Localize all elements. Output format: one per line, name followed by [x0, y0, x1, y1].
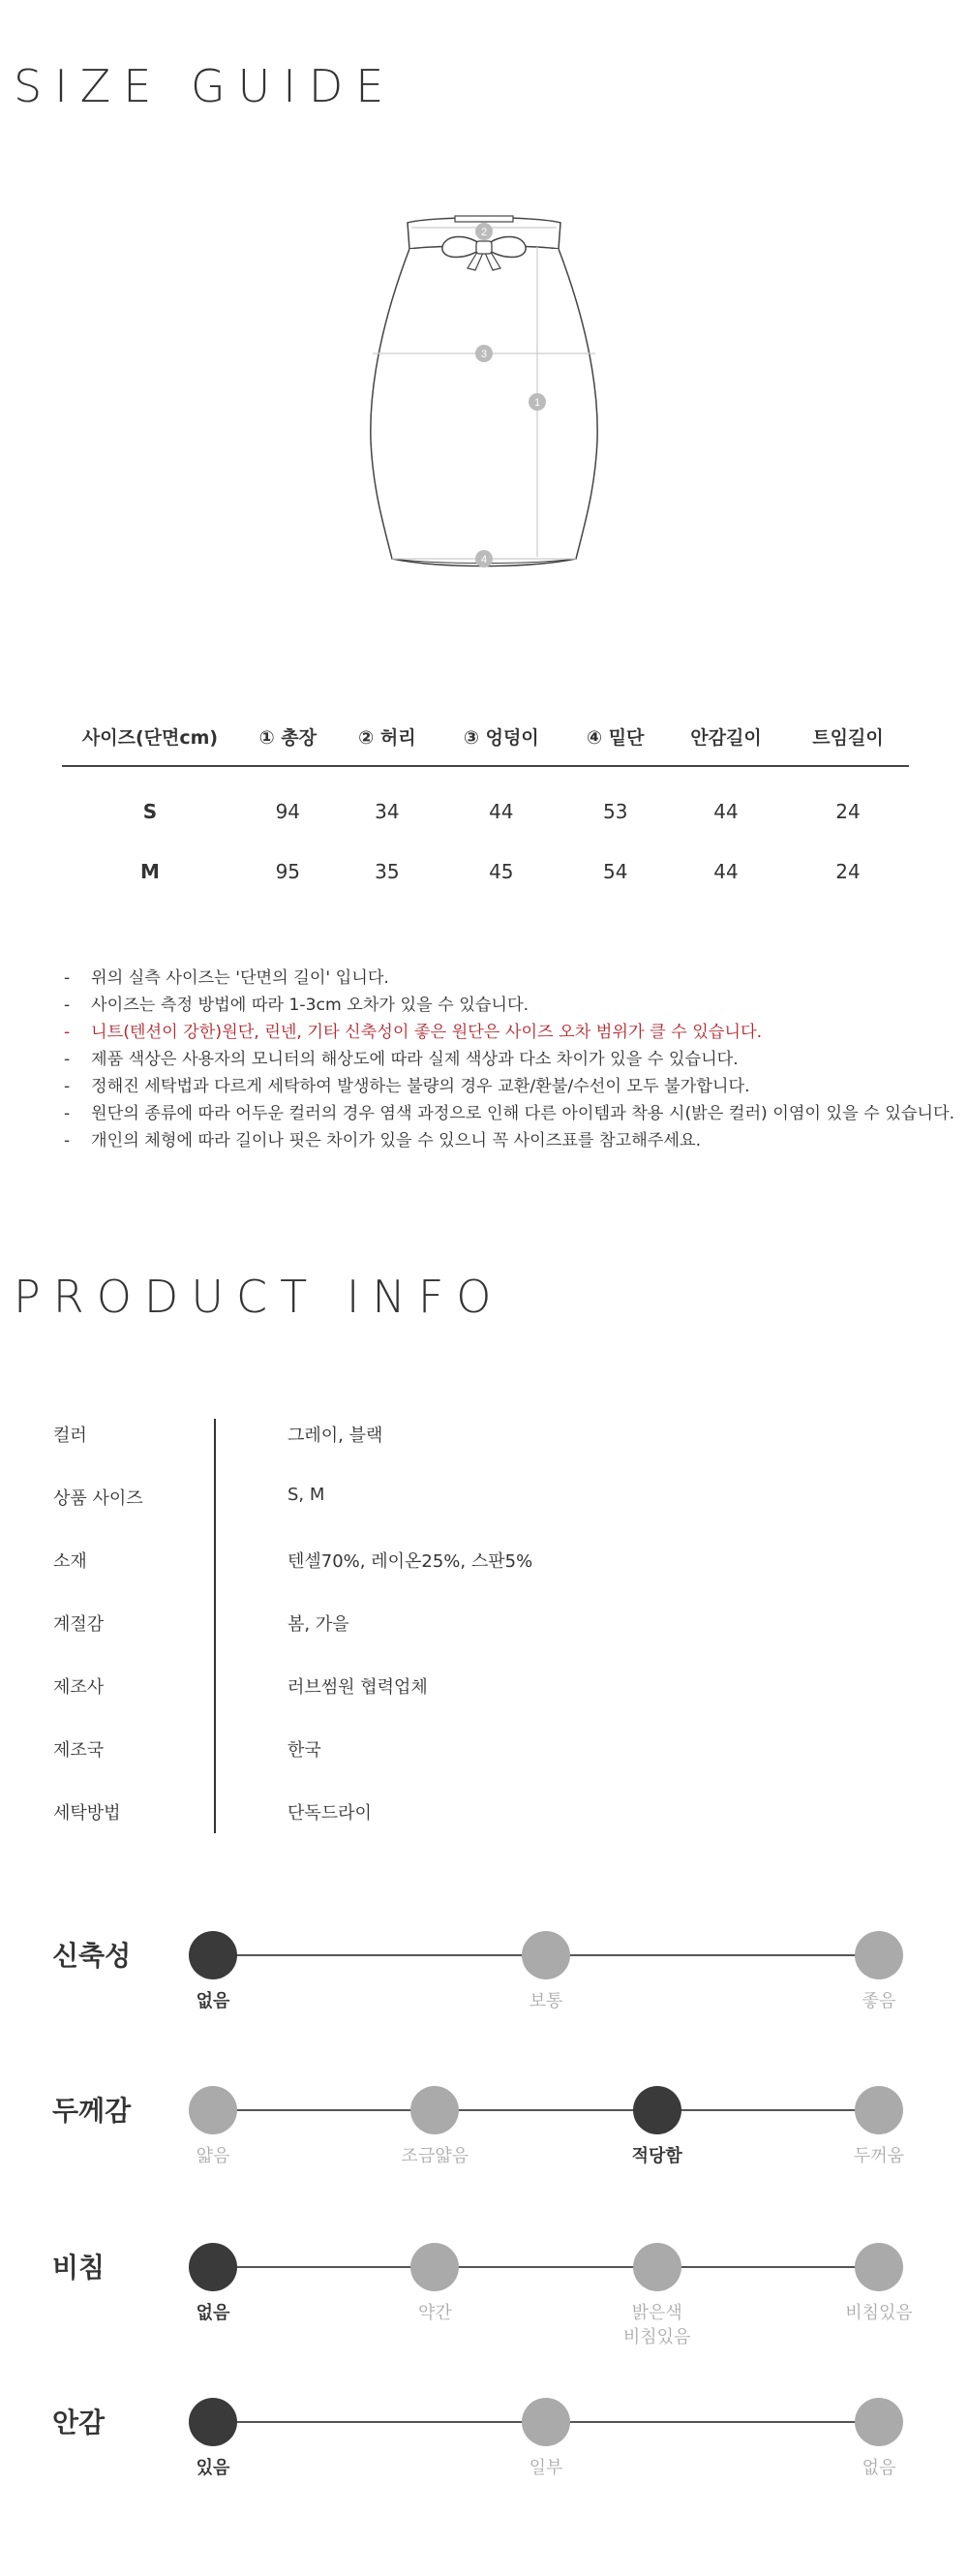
scale-dot-selected	[189, 1931, 237, 1979]
table-cell: 95	[275, 860, 301, 883]
scale-option-label: 없음	[862, 2458, 896, 2478]
table-cell: M	[140, 860, 160, 883]
table-cell: 44	[713, 800, 739, 823]
scale-option-label: 일부	[529, 2458, 563, 2478]
scale-dot-selected	[633, 2086, 681, 2134]
table-cell: 44	[489, 800, 514, 823]
info-value: 그레이, 블랙	[287, 1426, 383, 1446]
scale-option-label: 두꺼움	[853, 2146, 905, 2166]
scale-label: 두께감	[52, 2095, 132, 2127]
scale-dot	[633, 2243, 681, 2291]
scale-option-label: 있음	[196, 2458, 230, 2478]
note-item: - 위의 실측 사이즈는 '단면의 길이' 입니다.	[64, 968, 389, 988]
info-value: S, M	[287, 1485, 325, 1505]
scale-dot	[855, 2398, 903, 2446]
info-value: 단독드라이	[287, 1803, 372, 1824]
note-item-highlight: - 니트(텐션이 강한)원단, 린넨, 기타 신축성이 좋은 원단은 사이즈 오차 범위가 클 수 있습니다.	[64, 1023, 763, 1042]
scale-option-label: 좋음	[862, 1991, 896, 2011]
size-notes	[64, 965, 955, 1154]
size-table-header	[62, 707, 909, 766]
marker-1-label: 1	[533, 397, 541, 409]
scale-dot	[855, 2243, 903, 2291]
skirt-illustration	[363, 208, 605, 576]
table-cell: 54	[602, 860, 628, 883]
marker-2-label: 2	[480, 227, 488, 238]
scale-option-label: 약간	[417, 2303, 452, 2323]
scale-track	[213, 2266, 879, 2268]
scale-option-label: 조금얇음	[401, 2146, 469, 2166]
scale-label: 신축성	[52, 1940, 132, 1972]
table-cell: 44	[713, 860, 739, 883]
scale-option-label: 없음	[196, 2303, 230, 2323]
scale-option-label: 밝은색 비침있음	[622, 2303, 691, 2347]
note-item: - 개인의 체형에 따라 길이나 핏은 차이가 있을 수 있으니 꼭 사이즈표를 참고해주세요.	[64, 1131, 702, 1150]
scale-dot	[855, 2086, 903, 2134]
header-hem: ④ 밑단	[565, 707, 665, 766]
info-key: 제조국	[53, 1740, 105, 1761]
scale-option-label: 적당함	[631, 2146, 682, 2166]
info-key: 컬러	[53, 1426, 87, 1446]
table-cell: 94	[275, 800, 301, 823]
scale-dot-selected	[189, 2398, 237, 2446]
header-size: 사이즈(단면cm)	[62, 707, 238, 766]
scale-dot	[189, 2086, 237, 2134]
note-item: - 정해진 세탁법과 다르게 세탁하여 발생하는 불량의 경우 교환/환불/수선이 모두 불가합니다.	[64, 1077, 750, 1096]
info-value: 러브썸원 협력업체	[287, 1677, 428, 1698]
info-key: 세탁방법	[53, 1803, 121, 1824]
table-row	[62, 842, 909, 902]
info-key: 제조사	[53, 1677, 105, 1698]
header-hip: ③ 엉덩이	[437, 707, 565, 766]
table-cell: 24	[835, 800, 861, 823]
marker-3-label: 3	[480, 349, 488, 360]
table-cell: 35	[375, 860, 400, 883]
scale-label: 안감	[52, 2407, 106, 2438]
header-lining-length: 안감길이	[665, 707, 787, 766]
note-item: - 제품 색상은 사용자의 모니터의 해상도에 따라 실제 색상과 다소 차이가 있을 수 있습니다.	[64, 1050, 739, 1069]
scale-dot	[522, 1931, 570, 1979]
scale-label: 비침	[52, 2252, 106, 2284]
table-cell: 24	[835, 860, 861, 883]
note-item: - 원단의 종류에 따라 어두운 컬러의 경우 염색 과정으로 인해 다른 아이템과 착용 시(밝은 컬러) 이염이 있을 수 있습니다.	[64, 1104, 955, 1123]
info-value: 봄, 가을	[287, 1614, 349, 1635]
header-total-length: ① 총장	[238, 707, 338, 766]
scale-dot	[410, 2086, 459, 2134]
product-info-title: PRODUCT INFO	[14, 1271, 504, 1323]
table-cell: 34	[375, 800, 400, 823]
info-value: 한국	[287, 1740, 321, 1761]
scale-dot-selected	[189, 2243, 237, 2291]
scale-option-label: 없음	[196, 1991, 230, 2011]
scale-option-label: 보통	[529, 1991, 563, 2011]
scale-dot	[410, 2243, 459, 2291]
info-key: 계절감	[53, 1614, 105, 1635]
info-key: 상품 사이즈	[53, 1488, 143, 1509]
table-row	[62, 766, 909, 842]
table-cell: 45	[489, 860, 514, 883]
scale-dot	[522, 2398, 570, 2446]
scale-track	[213, 2109, 879, 2111]
scale-dot	[855, 1931, 903, 1979]
header-waist: ② 허리	[338, 707, 438, 766]
scale-option-label: 얇음	[196, 2146, 230, 2166]
info-key: 소재	[53, 1551, 87, 1572]
size-table	[62, 707, 909, 902]
marker-4-label: 4	[480, 554, 488, 566]
header-slit-length: 트임길이	[787, 707, 909, 766]
note-item: - 사이즈는 측정 방법에 따라 1-3cm 오차가 있을 수 있습니다.	[64, 996, 529, 1015]
info-value: 텐셀70%, 레이온25%, 스판5%	[287, 1551, 533, 1572]
size-guide-title: SIZE GUIDE	[14, 60, 397, 112]
table-cell: S	[142, 800, 158, 823]
scale-option-label: 비침있음	[845, 2303, 913, 2323]
table-cell: 53	[602, 800, 628, 823]
